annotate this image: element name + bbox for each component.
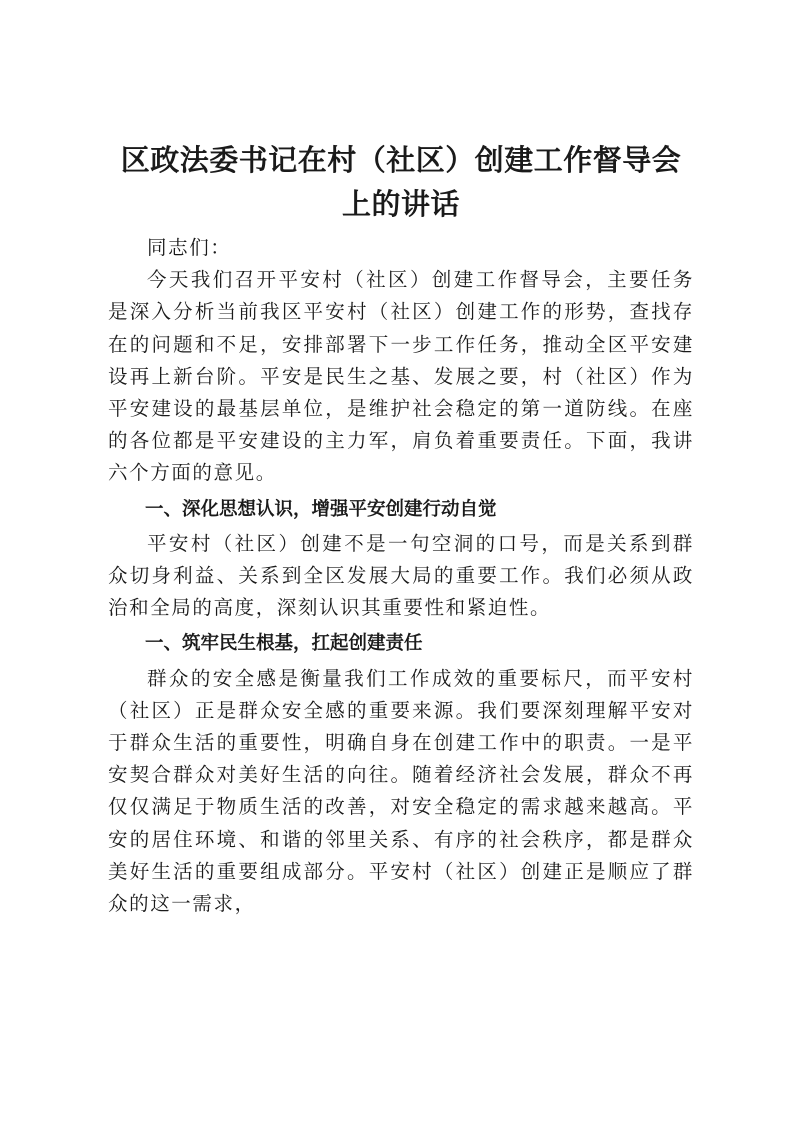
section-paragraph-2: 群众的安全感是衡量我们工作成效的重要标尺，而平安村（社区）正是群众安全感的重要来源。我们要深刻理解平安对于群众生活的重要性，明确自身在创建工作中的职责。一是平安契合群众对美好生活的向往。随着经济社会发展，群众不再仅仅满足于物质生活的改善，对安全稳定的需求越来越高。平安的居住环境、和谐的邻里关系、有序的社会秩序，都是群众美好生活的重要组成部分。平安村（社区）创建正是顺应了群众的这一需求， [108, 666, 694, 916]
document-page [108, 138, 694, 920]
section-paragraph-1: 平安村（社区）创建不是一句空洞的口号，而是关系到群众切身利益、关系到全区发展大局的重要工作。我们必须从政治和全局的高度，深刻认识其重要性和紧迫性。 [108, 531, 694, 620]
document-title: 区政法委书记在村（社区）创建工作督导会上的讲话 [120, 143, 682, 221]
section-heading-1: 一、深化思想认识，增强平安创建行动自觉 [145, 498, 497, 520]
salutation: 同志们： [147, 236, 232, 259]
section-heading-2: 一、筑牢民生根基，扛起创建责任 [145, 633, 423, 655]
intro-paragraph: 今天我们召开平安村（社区）创建工作督导会，主要任务是深入分析当前我区平安村（社区）创建工作的形势，查找存在的问题和不足，安排部署下一步工作任务，推动全区平安建设再上新台阶。平安是民生之基、发展之要，村（社区）作为平安建设的最基层单位，是维护社会稳定的第一道防线。在座的各位都是平安建设的主力军，肩负着重要责任。下面，我讲六个方面的意见。 [108, 268, 694, 485]
